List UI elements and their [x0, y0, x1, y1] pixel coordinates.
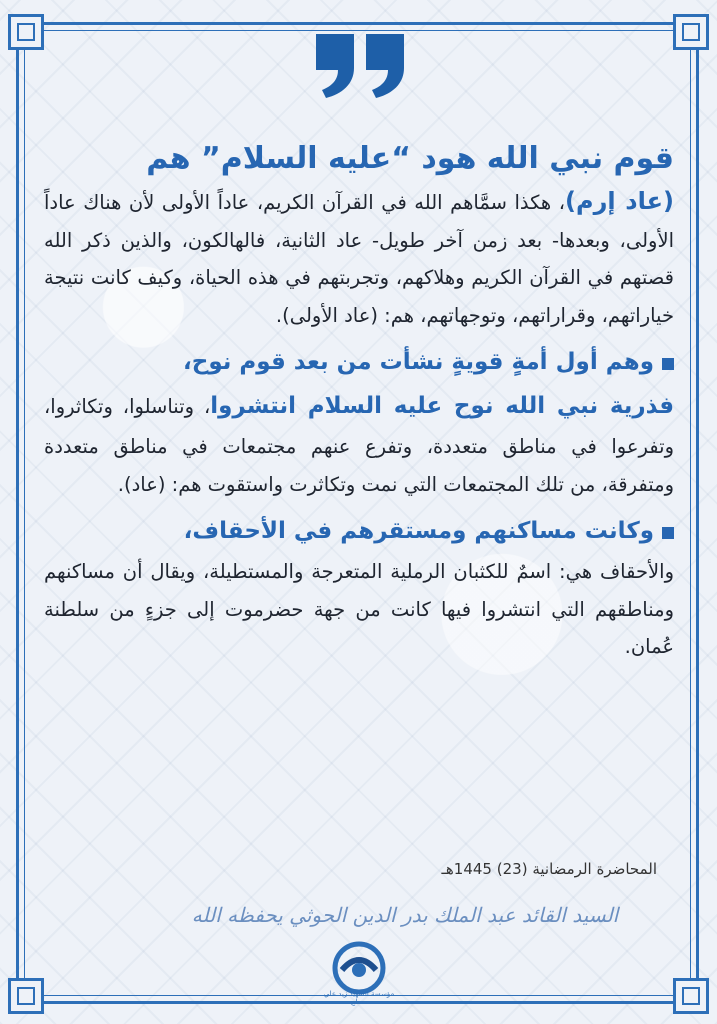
- intro-paragraph: [44, 183, 674, 334]
- section-2-heading: وكانت مساكنهم ومستقرهم في الأحقاف،: [183, 518, 654, 544]
- corner-ornament: [8, 14, 44, 50]
- source-citation: المحاضرة الرمضانية (23) 1445هـ: [441, 860, 657, 878]
- corner-ornament: [673, 14, 709, 50]
- signature: السيد القائد عبد الملك بدر الدين الحوثي يحفظه الله: [191, 903, 619, 927]
- section-1-text: ، وتناسلوا، وتكاثروا، وتفرعوا في مناطق متعددة، وتفرع عنهم مجتمعات في مناطق متعددة ومتفرقة، من تلك المجتمعات التي نمت وتكاثرت واستقوت هم: (عاد).: [44, 395, 674, 496]
- square-bullet-icon: [662, 358, 674, 370]
- section-1-heading: وهم أول أمةٍ قويةٍ نشأت من بعد قوم نوح،: [183, 349, 654, 375]
- page-title: قوم نبي الله هود “عليه السلام” هم: [146, 141, 674, 176]
- corner-ornament: [8, 978, 44, 1014]
- corner-ornament: [673, 978, 709, 1014]
- section-2-text: والأحقاف هي: اسمٌ للكثبان الرملية المتعرجة والمستطيلة، ويقال أن مساكنهم ومناطقهم التي انتشروا فيها كانت من جهة حضرموت إلى جزءٍ من سلطنة عُمان.: [44, 560, 674, 658]
- closing-quote-icon: [310, 30, 410, 100]
- section-1: [44, 340, 674, 503]
- section-2: [44, 509, 674, 666]
- section-1-subheading: فذرية نبي الله نوح عليه السلام انتشروا: [210, 393, 675, 419]
- intro-text: ، هكذا سمَّاهم الله في القرآن الكريم، عاداً الأولى لأن هناك عاداً الأولى، وبعدها- بعد زمن آخر طويل- عاد الثانية، فالهالكون، والذين ذكر الله قصتهم في القرآن الكريم وهلاكهم، وتجربتهم في هذه الحياة، وكيف كانت نتيجة خياراتهم، وقراراتهم، وتوجهاتهم، هم: (عاد الأولى).: [44, 191, 674, 327]
- square-bullet-icon: [662, 527, 674, 539]
- intro-highlight: (عاد إرم): [565, 187, 675, 215]
- article-body: [44, 135, 674, 666]
- logo-caption: مؤسسة الشهيد زيد علي مصلح: [323, 990, 395, 1006]
